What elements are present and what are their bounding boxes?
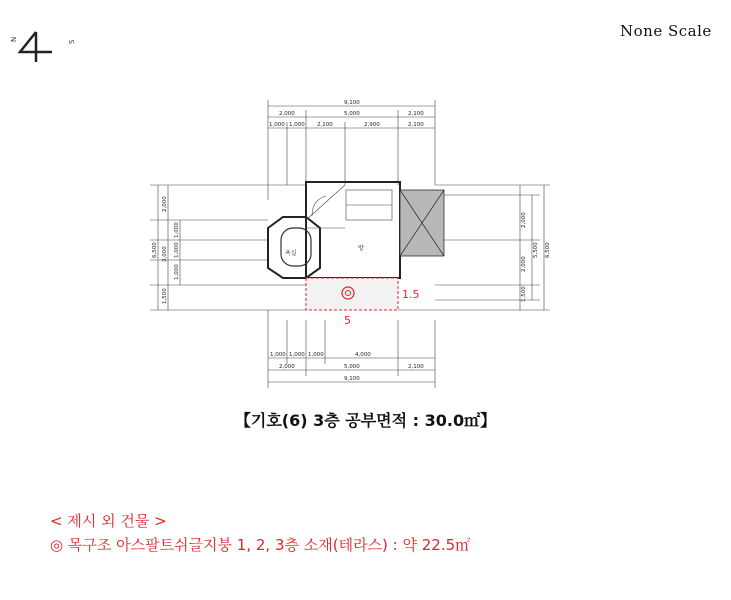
dim-right-1: 2,000 bbox=[521, 212, 527, 228]
dim-right-mid: 5,500 bbox=[533, 242, 539, 258]
dim-bot-1-2: 1,000 bbox=[289, 352, 305, 358]
scale-note: None Scale bbox=[620, 22, 712, 40]
extra-building-title: < 제시 외 건물 > bbox=[50, 512, 167, 530]
dim-top-2-1: 2,000 bbox=[279, 111, 295, 117]
dim-left-1-1: 2,000 bbox=[162, 196, 168, 212]
dim-right-outer: 6,500 bbox=[545, 242, 551, 258]
dim-right-2: 2,000 bbox=[521, 256, 527, 272]
dim-top-2-2: 5,000 bbox=[344, 111, 360, 117]
dim-top-3-3: 2,100 bbox=[317, 122, 333, 128]
terrace-width: 5 bbox=[344, 314, 351, 327]
dim-left-1-3: 1,500 bbox=[162, 288, 168, 304]
terrace-depth: 1.5 bbox=[402, 288, 420, 301]
dim-top-2-3: 2,100 bbox=[408, 111, 424, 117]
dim-right-3: 1,500 bbox=[521, 286, 527, 302]
dim-bot-2-2: 5,000 bbox=[344, 364, 360, 370]
dim-bot-total: 9,100 bbox=[344, 376, 360, 382]
dim-bot-1-4: 4,000 bbox=[355, 352, 371, 358]
dim-bot-2-3: 2,100 bbox=[408, 364, 424, 370]
dim-top-3-1: 1,000 bbox=[269, 122, 285, 128]
dim-top-3-4: 2,900 bbox=[364, 122, 380, 128]
north-label: N bbox=[10, 36, 18, 42]
dim-left-2-2: 1,000 bbox=[174, 242, 180, 258]
dim-left-2-3: 1,000 bbox=[174, 264, 180, 280]
dim-top-3-2: 1,000 bbox=[289, 122, 305, 128]
dim-left-1-2: 3,000 bbox=[162, 246, 168, 262]
floor-area-caption: 【기호(6) 3층 공부면적 : 30.0㎡】 bbox=[234, 411, 497, 430]
room-label-room: 방 bbox=[358, 245, 364, 252]
dim-left-2-1: 1,000 bbox=[174, 222, 180, 238]
dim-bot-1-1: 1,000 bbox=[270, 352, 286, 358]
south-label: S bbox=[68, 39, 76, 44]
room-label-bath: 욕실 bbox=[285, 250, 297, 257]
dim-left-outer: 6,500 bbox=[152, 242, 158, 258]
extra-building-description: ◎ 목구조 아스팔트쉬글지붕 1, 2, 3층 소재(테라스) : 약 22.5㎡ bbox=[50, 536, 471, 554]
terrace-area bbox=[306, 278, 398, 310]
dim-top-total: 9,100 bbox=[344, 100, 360, 106]
dim-bot-1-3: 1,000 bbox=[308, 352, 324, 358]
dim-top-3-5: 2,100 bbox=[408, 122, 424, 128]
dim-bot-2-1: 2,000 bbox=[279, 364, 295, 370]
